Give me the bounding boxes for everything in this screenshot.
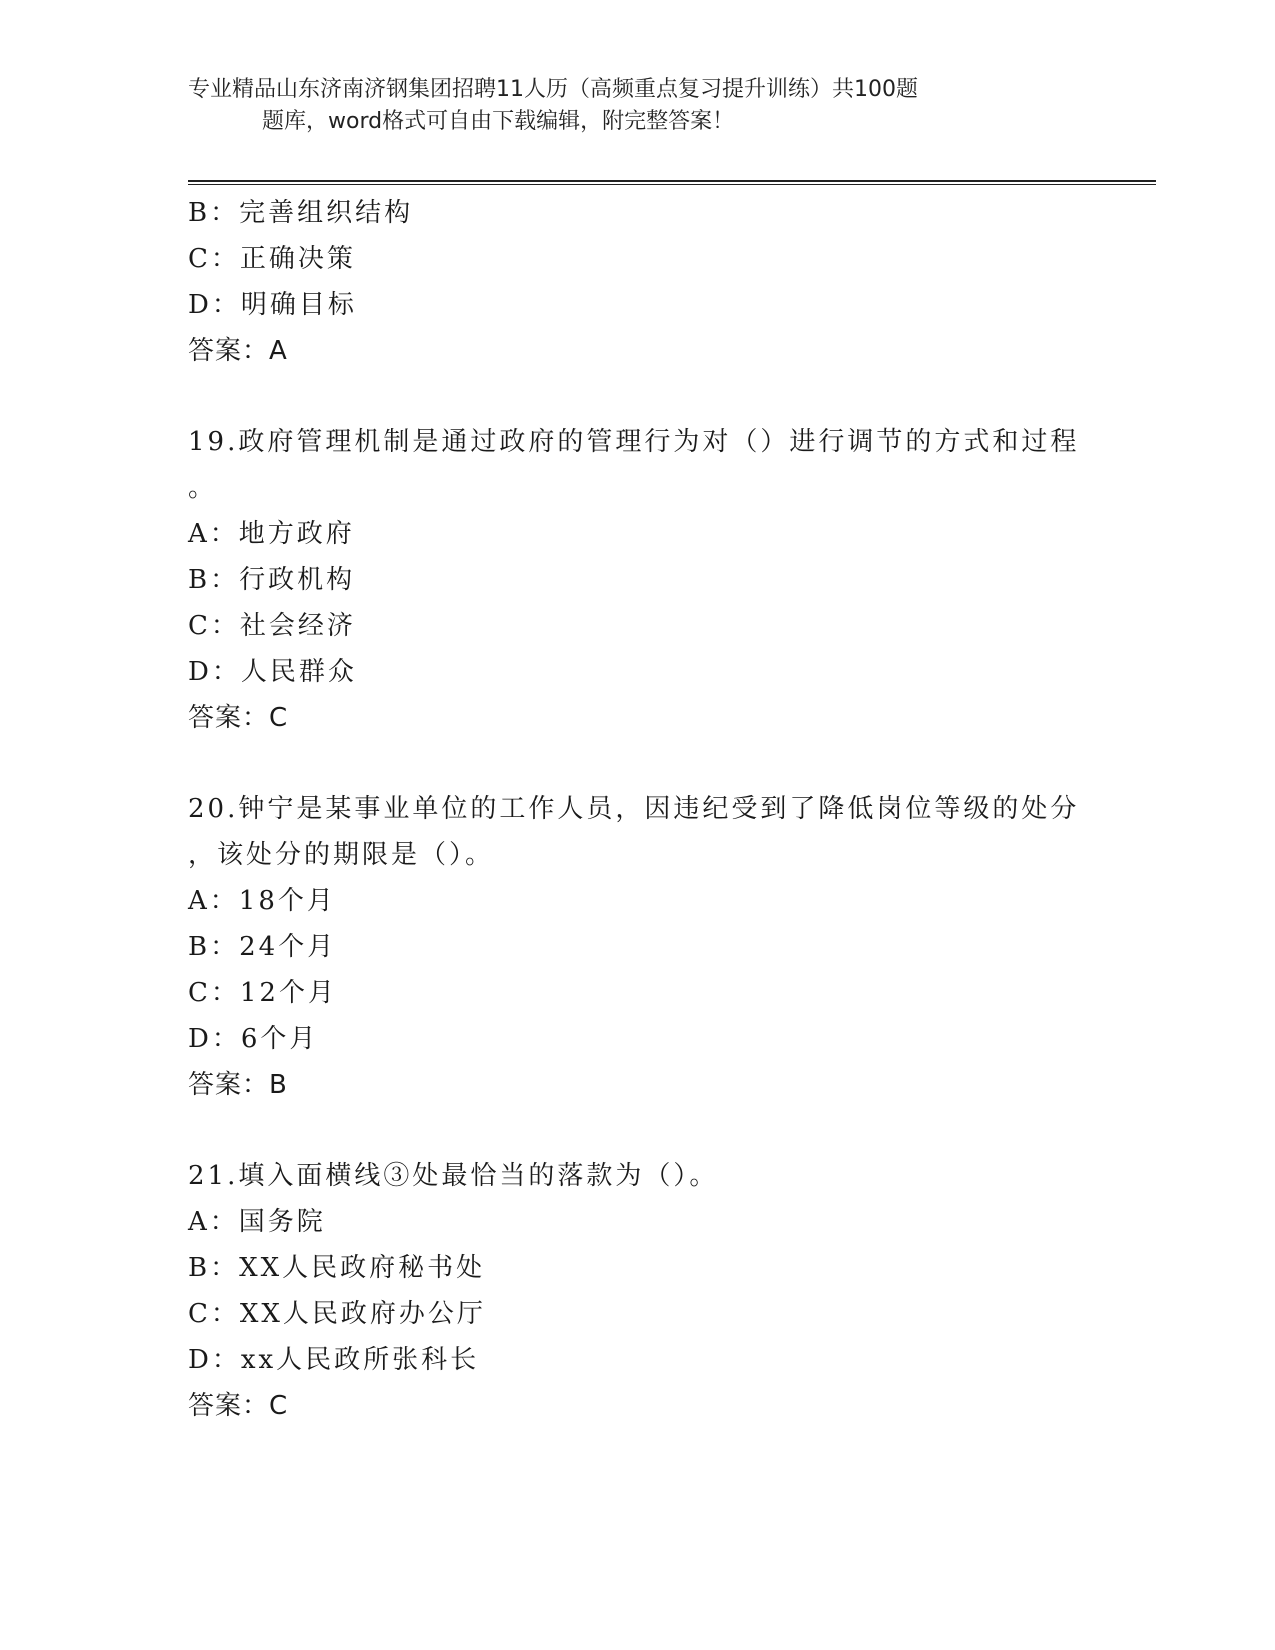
option-d: D：xx人民政所张科长 [188,1345,480,1375]
option-a: A：18个月 [188,886,336,916]
answer-line: 答案：C [188,1391,289,1421]
answer-line: 答案：B [188,1070,288,1100]
question-stem-line: 21.填入面横线③处最恰当的落款为（）。 [188,1161,719,1191]
option-b: B：行政机构 [188,565,356,595]
question-stem-line: 。 [188,473,218,503]
question-21 [188,1153,1088,1429]
answer-line: 答案：C [188,703,289,733]
question-stem-line: ，该处分的期限是（）。 [188,840,495,870]
option-d: D：6个月 [188,1024,319,1054]
option-c: C：12个月 [188,978,337,1008]
question-stem-line: 20.钟宁是某事业单位的工作人员，因违纪受到了降低岗位等级的处分 [188,794,1080,824]
option-b: B：XX人民政府秘书处 [188,1253,486,1283]
option-c: C：XX人民政府办公厅 [188,1299,486,1329]
header-rule-thick [188,180,1156,182]
header-title-line-2: 题库，word格式可自由下载编辑，附完整答案！ [262,109,735,134]
header-rule-thin [188,184,1156,185]
option-b: B：24个月 [188,932,337,962]
option-c: C：社会经济 [188,611,356,641]
option-b: B：完善组织结构 [188,198,414,228]
option-d: D：人民群众 [188,657,357,687]
question-19 [188,419,1088,741]
spacer [188,374,1088,419]
question-list [188,190,1088,1429]
option-d: D：明确目标 [188,290,357,320]
option-a: A：国务院 [188,1207,326,1237]
answer-line: 答案：A [188,336,288,366]
question-stem-line: 19.政府管理机制是通过政府的管理行为对（）进行调节的方式和过程 [188,427,1080,457]
header-title-line-1: 专业精品山东济南济钢集团招聘11人历（高频重点复习提升训练）共100题 [188,77,918,102]
document-header [188,74,1088,138]
option-c: C：正确决策 [188,244,356,274]
question-20 [188,786,1088,1108]
spacer [188,741,1088,786]
option-a: A：地方政府 [188,519,355,549]
question-18-continued [188,190,1088,374]
spacer [188,1108,1088,1153]
